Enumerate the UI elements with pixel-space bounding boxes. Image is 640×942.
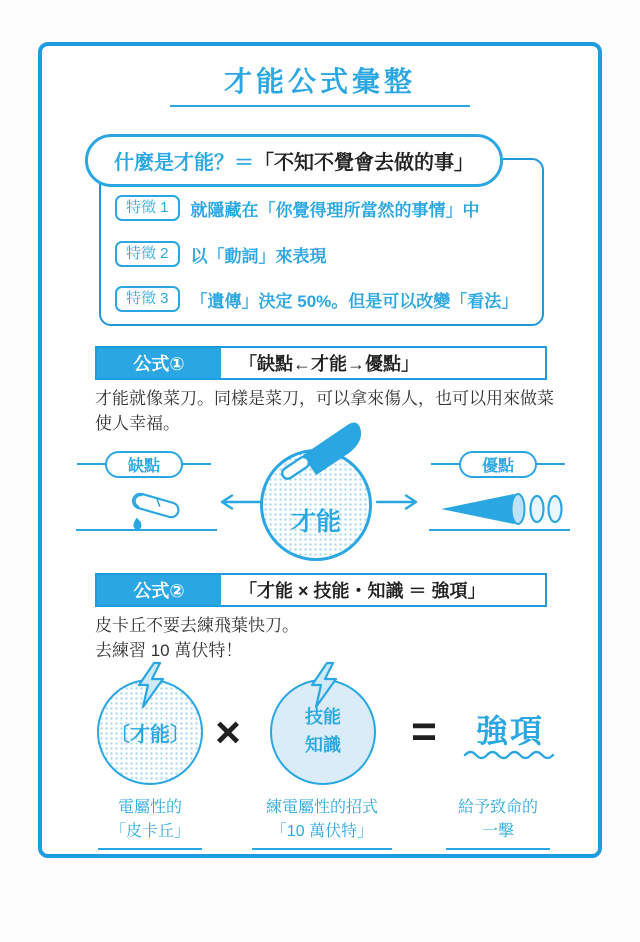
baseline-rule: [76, 529, 217, 531]
formula1-label-badge: 公式①: [97, 348, 221, 378]
feature-row-2: [115, 240, 327, 268]
divider-line: [536, 463, 565, 465]
caption-fatal-blow-line2: 一擊: [481, 822, 514, 840]
formula1-description: 才能就像菜刀。同樣是菜刀，可以拿來傷人，也可以用來做菜使人幸福。: [95, 389, 554, 433]
formula1-text: 「缺點←才能→優點」: [239, 354, 419, 374]
divider-line: [182, 463, 211, 465]
skill-circle-line2: 知識: [305, 735, 341, 755]
wavy-underline-icon: [463, 748, 555, 760]
caption-pikachu-line2: 「皮卡丘」: [109, 822, 190, 840]
blood-drop-icon: [133, 518, 141, 530]
feature-badge-2: 特徵 2: [115, 241, 180, 268]
baseline-rule: [429, 529, 570, 531]
caption-thunderbolt-line2: 「10 萬伏特」: [270, 822, 374, 840]
talent-circle-label: 才能: [290, 508, 341, 536]
formula2-description: [95, 614, 557, 663]
feature-badge-3: 特徵 3: [115, 286, 180, 313]
feature-text-1: 就隱藏在「你覺得理所當然的事情」中: [190, 200, 480, 220]
arrow-left-icon: [218, 493, 262, 511]
strength-result-label: 強項: [475, 713, 544, 749]
definition-answer: 「不知不覺會去做的事」: [254, 152, 474, 174]
page-title: 才能公式彙整: [223, 66, 416, 97]
sliced-vegetable-icon: [438, 487, 564, 531]
caption-thunderbolt-line1: 練電屬性的招式: [265, 799, 378, 816]
formula2-text: 「才能 × 技能・知識 ＝ 強項」: [239, 581, 486, 601]
title-underline: [170, 105, 470, 107]
definition-question: 什麼是才能？＝: [114, 152, 254, 174]
caption-pikachu: [70, 796, 230, 850]
formula1-header: [95, 346, 547, 380]
caption-pikachu-line1: 電屬性的: [117, 799, 182, 816]
caption-fatal-blow-line1: 給予致命的: [457, 799, 538, 816]
knife-icon: [276, 414, 376, 484]
skill-circle-line1: 技能: [305, 707, 341, 728]
lightning-bolt-icon: [134, 661, 168, 709]
multiply-symbol: ×: [215, 708, 241, 757]
feature-row-3: [115, 285, 518, 313]
lightning-bolt-icon: [307, 661, 341, 709]
equals-symbol: =: [411, 707, 437, 756]
strength-label-pill: 優點: [459, 451, 537, 478]
caption-underline: [252, 848, 392, 850]
divider-line: [431, 463, 460, 465]
divider-line: [77, 463, 106, 465]
page-frame: [38, 42, 602, 858]
caption-fatal-blow: [418, 796, 578, 850]
weakness-label-pill: 缺點: [105, 451, 183, 478]
feature-badge-1: 特徵 1: [115, 195, 180, 222]
formula2-header: [95, 573, 547, 607]
feature-row-1: [115, 194, 480, 222]
formula2-description-line1: 皮卡丘不要去練飛葉快刀。: [95, 616, 299, 635]
talent-circle-2-label: 〔才能〕: [110, 723, 190, 746]
caption-underline: [98, 848, 202, 850]
formula2-description-line2: 去練習 10 萬伏特！: [95, 640, 243, 660]
definition-callout: [85, 134, 503, 187]
arrow-right-icon: [376, 493, 420, 511]
caption-underline: [446, 848, 550, 850]
formula2-label-badge: 公式②: [97, 575, 221, 605]
feature-text-2: 以「動詞」來表現: [190, 246, 327, 266]
caption-thunderbolt: [220, 796, 424, 850]
feature-text-3: 「遺傳」決定 50%。但是可以改變「看法」: [190, 291, 519, 311]
